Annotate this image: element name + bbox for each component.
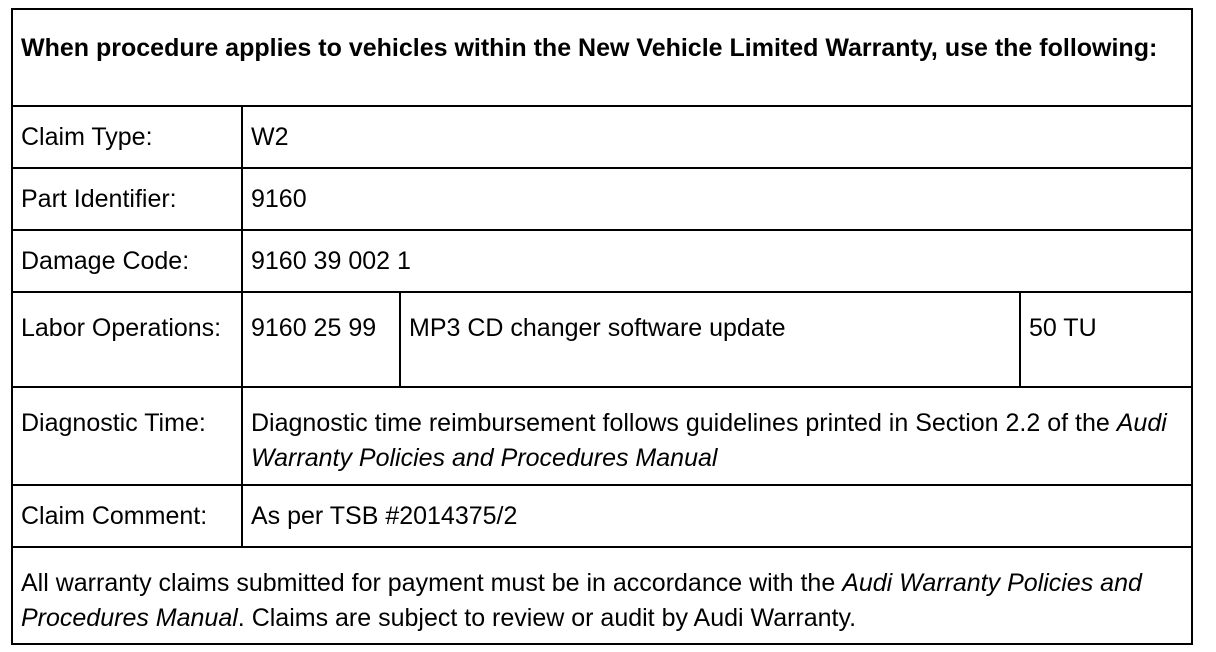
footer-text-start: All warranty claims submitted for payment must be in accordance with the — [21, 569, 843, 597]
claim-type-value: W2 — [242, 106, 1192, 168]
part-identifier-value: 9160 — [242, 168, 1192, 230]
part-identifier-label: Part Identifier: — [12, 168, 242, 230]
claim-comment-label: Claim Comment: — [12, 485, 242, 547]
warranty-claim-table — [11, 8, 1193, 645]
diagnostic-time-label: Diagnostic Time: — [12, 387, 242, 485]
damage-code-label: Damage Code: — [12, 230, 242, 292]
footer-row — [12, 547, 1192, 644]
labor-operations-label: Labor Operations: — [12, 292, 242, 387]
labor-operation-time: 50 TU — [1020, 292, 1192, 387]
footer-note — [12, 547, 1192, 644]
header-row — [12, 9, 1192, 106]
diagnostic-time-text: Diagnostic time reimbursement follows guidelines printed in Section 2.2 of the — [251, 409, 1117, 437]
footer-manual-title: Audi Warranty Policies and Procedures Manual — [21, 569, 1142, 632]
footer-text-end: . Claims are subject to review or audit by Audi Warranty. — [237, 604, 857, 632]
diagnostic-time-manual-title: Audi Warranty Policies and Procedures Manual — [251, 409, 1167, 472]
labor-operation-code: 9160 25 99 — [242, 292, 400, 387]
claim-comment-row — [12, 485, 1192, 547]
labor-operation-description: MP3 CD changer software update — [400, 292, 1020, 387]
diagnostic-time-value — [242, 387, 1192, 485]
claim-comment-value: As per TSB #2014375/2 — [242, 485, 1192, 547]
labor-operations-row — [12, 292, 1192, 387]
claim-type-row — [12, 106, 1192, 168]
damage-code-value: 9160 39 002 1 — [242, 230, 1192, 292]
part-identifier-row — [12, 168, 1192, 230]
diagnostic-time-row — [12, 387, 1192, 485]
claim-type-label: Claim Type: — [12, 106, 242, 168]
header-text: When procedure applies to vehicles within the New Vehicle Limited Warranty, use the following: — [12, 9, 1192, 106]
damage-code-row — [12, 230, 1192, 292]
